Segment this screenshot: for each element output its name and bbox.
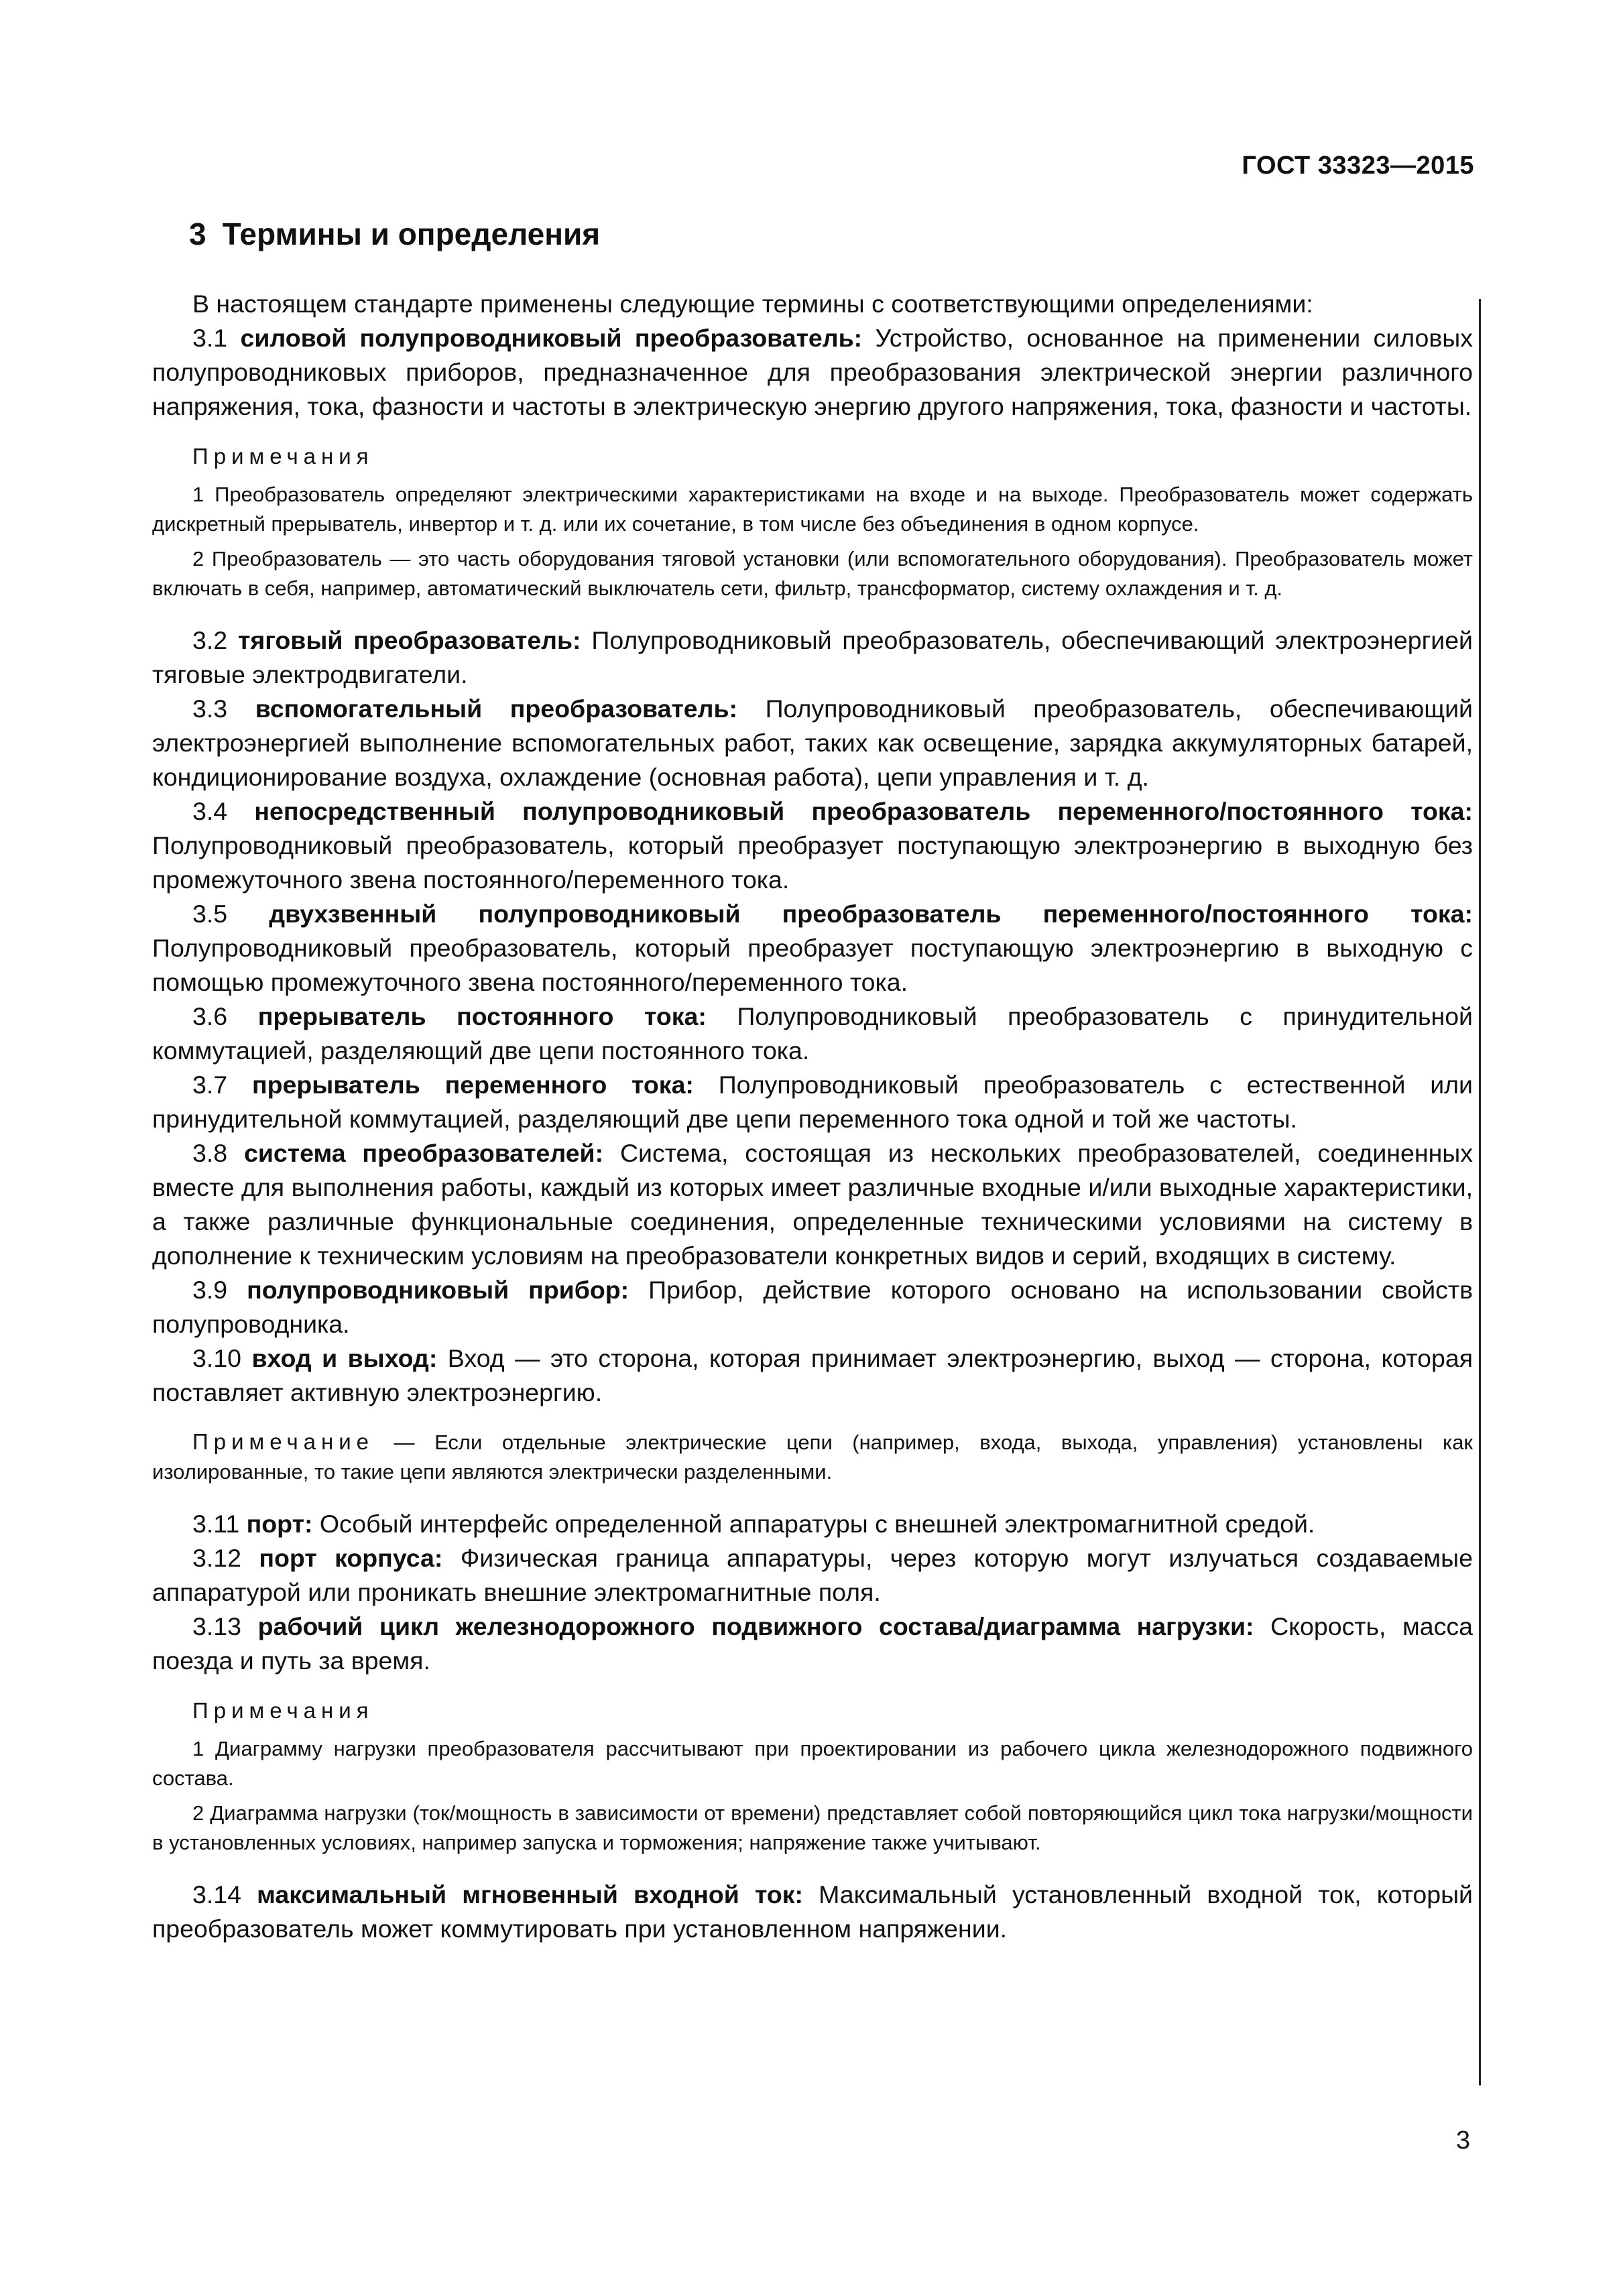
term-3-5: 3.5 двухзвенный полупроводниковый преобразователь переменного/постоянного тока: Полупроводниковый преобразователь, который преобразует поступающую электроэнергию в выходную с помощью промежуточного звена постоянного/переменного тока. xyxy=(152,900,1473,996)
term-3-3: 3.3 вспомогательный преобразователь: Полупроводниковый преобразователь, обеспечивающий электроэнергией выполнение вспомогательных работ, таких как освещение, зарядка аккумуляторных батарей, кондиционирование воздуха, охлаждение (основная работа), цепи управления и т. д. xyxy=(152,694,1473,791)
standard-code: ГОСТ 33323—2015 xyxy=(1242,152,1474,180)
section-title: Термины и определения xyxy=(222,217,601,251)
revision-bar xyxy=(1479,299,1481,2086)
section-number: 3 xyxy=(189,217,206,251)
note-item: 2 Преобразователь — это часть оборудования тяговой установки (или вспомогательного оборудования). Преобразователь может включать в себя, например, автоматический выключатель сети, фильтр, трансформатор, систему охлаждения и т. д. xyxy=(152,547,1473,600)
note-item: 1 Диаграмму нагрузки преобразователя рассчитывают при проектировании из рабочего цикла железнодорожного подвижного состава. xyxy=(152,1737,1473,1790)
term-3-7: 3.7 прерыватель переменного тока: Полупроводниковый преобразователь с естественной или принудительной коммутацией, разделяющий две цепи переменного тока одной и той же частоты. xyxy=(152,1071,1473,1133)
term-3-11: 3.11 порт: Особый интерфейс определенной аппаратуры с внешней электромагнитной средой. xyxy=(192,1510,1315,1538)
term-3-1: 3.1 силовой полупроводниковый преобразователь: Устройство, основанное на применении силовых полупроводниковых приборов, предназначенное для преобразования электрической энергии различного напряжения, тока, фазности и частоты в электрическую энергию другого напряжения, тока, фазности и частоты. xyxy=(152,324,1473,420)
term-3-8: 3.8 система преобразователей: Система, состоящая из нескольких преобразователей, соединенных вместе для выполнения работы, каждый из которых имеет различные входные и/или выходные характеристики, а также различные функциональные соединения, определенные техническими условиями на систему в дополнение к техническим условиям на преобразователи конкретных видов и серий, входящих в систему. xyxy=(152,1139,1473,1270)
notes-3-13 xyxy=(152,1695,1473,1858)
term-3-2: 3.2 тяговый преобразователь: Полупроводниковый преобразователь, обеспечивающий электроэнергией тяговые электродвигатели. xyxy=(152,626,1473,688)
note-label: Примечание xyxy=(192,1429,375,1454)
notes-3-1 xyxy=(152,441,1473,603)
term-3-13: 3.13 рабочий цикл железнодорожного подвижного состава/диаграмма нагрузки: Скорость, масса поезда и путь за время. xyxy=(152,1612,1474,1675)
term-3-9: 3.9 полупроводниковый прибор: Прибор, действие которого основано на использовании свойств полупроводника. xyxy=(152,1276,1473,1338)
section-heading xyxy=(189,216,1473,252)
note-item: 2 Диаграмма нагрузки (ток/мощность в зависимости от времени) представляет собой повторяющийся цикл тока нагрузки/мощности в установленных условиях, например запуска и торможения; напряжение также учитывают. xyxy=(152,1801,1473,1854)
note-item: 1 Преобразователь определяют электрическими характеристиками на входе и на выходе. Преобразователь может содержать дискретный прерыватель, инвертор и т. д. или их сочетание, в том числе без объединения в одном корпусе. xyxy=(152,483,1473,536)
intro-paragraph: В настоящем стандарте применены следующие термины с соответствующими определениями: xyxy=(192,290,1313,318)
term-3-6: 3.6 прерыватель постоянного тока: Полупроводниковый преобразователь с принудительной коммутацией, разделяющий две цепи постоянного тока. xyxy=(152,1002,1474,1065)
term-3-4: 3.4 непосредственный полупроводниковый преобразователь переменного/постоянного тока: Полупроводниковый преобразователь, который преобразует поступающую электроэнергию в выходную без промежуточного звена постоянного/переменного тока. xyxy=(152,797,1473,894)
notes-title: Примечания xyxy=(192,444,374,469)
document-body xyxy=(152,216,1473,1946)
notes-title: Примечания xyxy=(192,1698,374,1723)
term-3-10: 3.10 вход и выход: Вход — это сторона, которая принимает электроэнергию, выход — сторона, которая поставляет активную электроэнергию. xyxy=(152,1344,1474,1406)
page-number: 3 xyxy=(1455,2126,1470,2155)
term-3-12: 3.12 порт корпуса: Физическая граница аппаратуры, через которую могут излучаться создаваемые аппаратурой или проникать внешние электромагнитные поля. xyxy=(152,1544,1473,1606)
term-3-14: 3.14 максимальный мгновенный входной ток: Максимальный установленный входной ток, который преобразователь может коммутировать при установленном напряжении. xyxy=(152,1880,1474,1943)
note-text: — Если отдельные электрические цепи (например, входа, выхода, управления) установлены как изолированные, то такие цепи являются электрически разделенными. xyxy=(152,1431,1473,1484)
note-3-10 xyxy=(152,1427,1473,1487)
